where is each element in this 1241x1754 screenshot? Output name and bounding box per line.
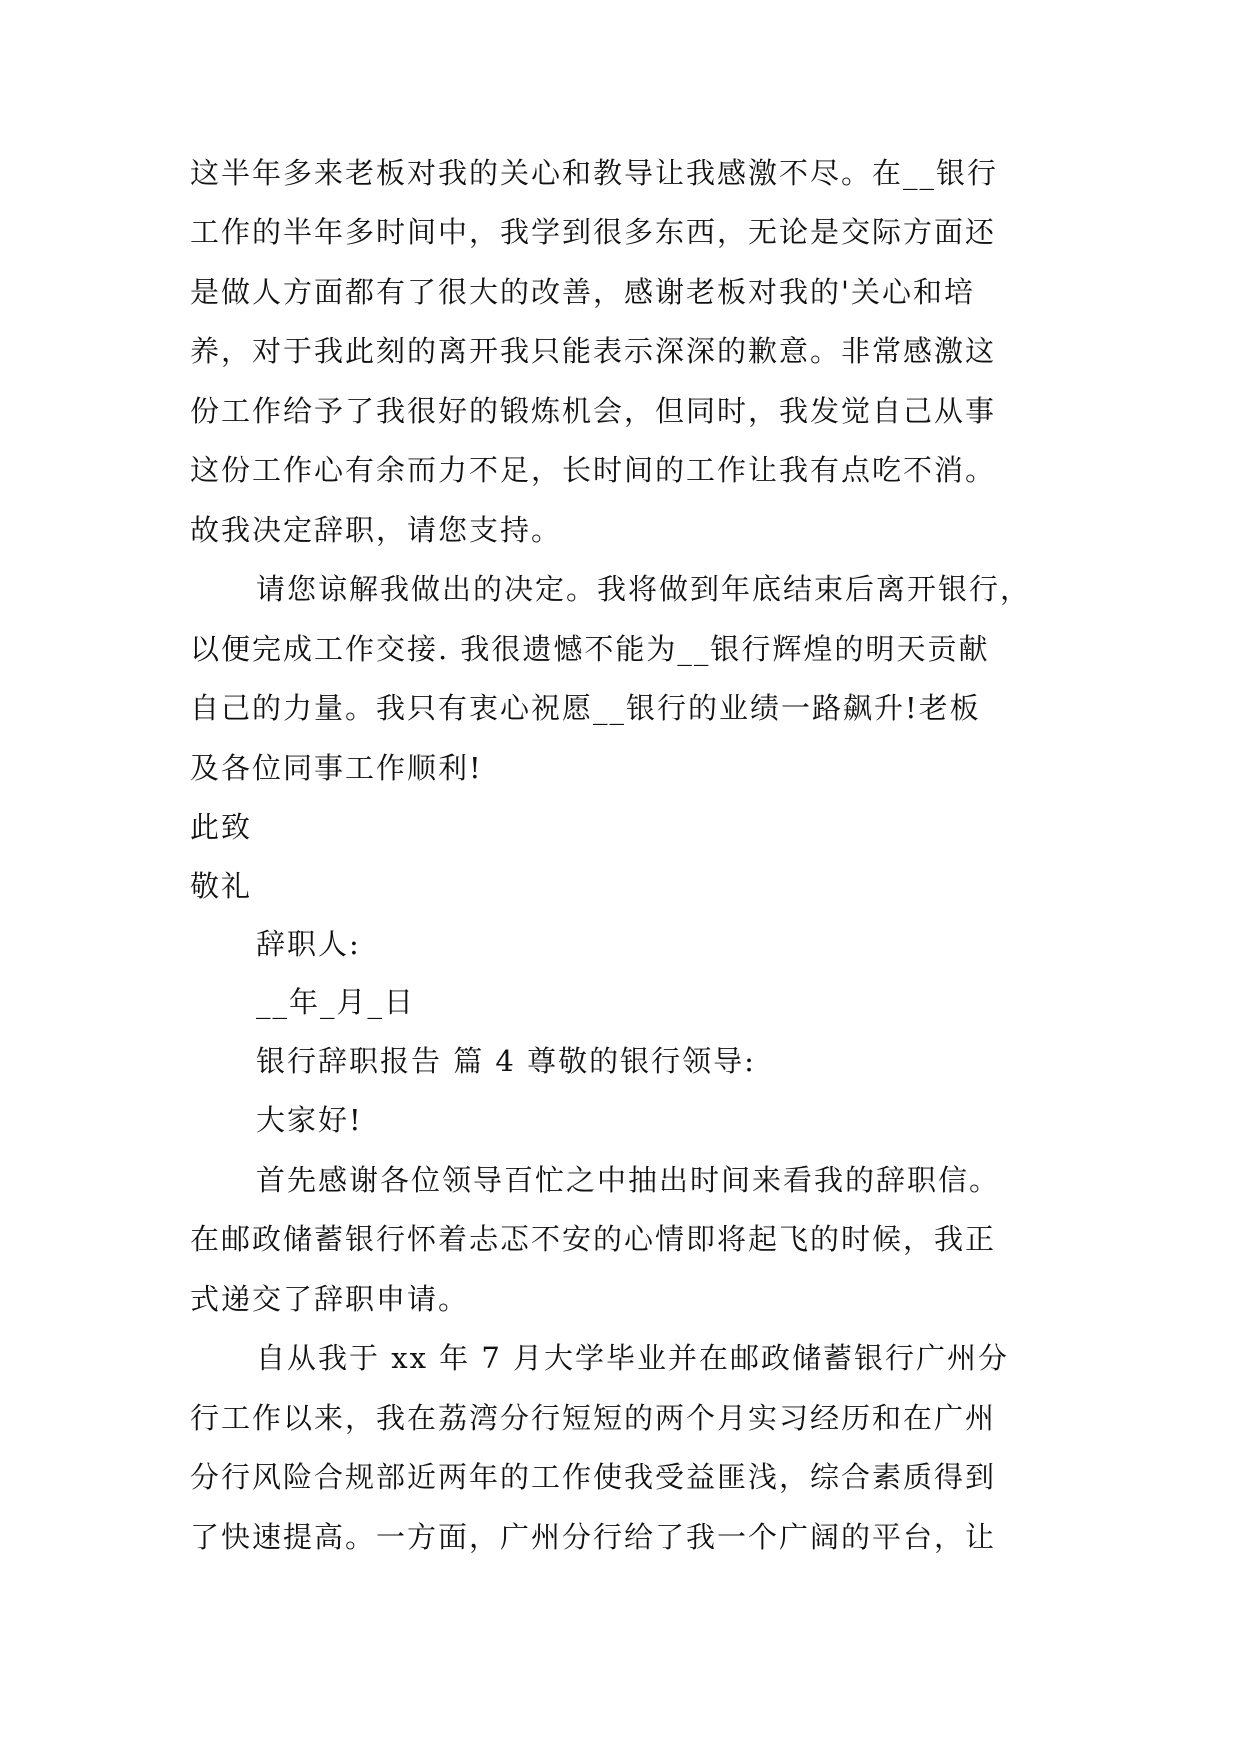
- signature-label: 辞职人:: [256, 927, 361, 961]
- text-line: 在邮政储蓄银行怀着忐忑不安的心情即将起飞的时候，我正: [190, 1222, 997, 1256]
- text-line: 自己的力量。我只有衷心祝愿__银行的业绩一路飙升!老板: [190, 691, 981, 725]
- text-line: 是做人方面都有了很大的改善，感谢老板对我的'关心和培: [190, 275, 975, 309]
- section-heading: 银行辞职报告 篇 4 尊敬的银行领导:: [256, 1044, 756, 1078]
- text-line: 式递交了辞职申请。: [190, 1282, 470, 1316]
- text-line: 养，对于我此刻的离开我只能表示深深的歉意。非常感激这: [190, 334, 997, 368]
- paragraph-first-line: 首先感谢各位领导百忙之中抽出时间来看我的辞职信。: [256, 1163, 1001, 1197]
- text-line: 这半年多来老板对我的关心和教导让我感激不尽。在__银行: [190, 156, 999, 190]
- text-line: 及各位同事工作顺利!: [190, 751, 483, 785]
- date-line: __年_月_日: [256, 985, 416, 1019]
- closing-salutation: 敬礼: [190, 869, 253, 903]
- text-line: 工作的半年多时间中，我学到很多东西，无论是交际方面还: [190, 215, 997, 249]
- text-line: 这份工作心有余而力不足，长时间的工作让我有点吃不消。: [190, 453, 997, 487]
- text-line: 了快速提高。一方面，广州分行给了我一个广阔的平台，让: [190, 1520, 997, 1554]
- text-line: 行工作以来，我在荔湾分行短短的两个月实习经历和在广州: [190, 1401, 997, 1435]
- text-line: 以便完成工作交接. 我很遗憾不能为__银行辉煌的明天贡献: [190, 632, 990, 666]
- greeting: 大家好!: [256, 1103, 363, 1137]
- text-line: 分行风险合规部近两年的工作使我受益匪浅，综合素质得到: [190, 1460, 997, 1494]
- text-line: 份工作给予了我很好的锻炼机会，但同时，我发觉自己从事: [190, 394, 997, 428]
- paragraph-first-line: 自从我于 xx 年 7 月大学毕业并在邮政储蓄银行广州分: [256, 1341, 1010, 1375]
- closing-line: 此致: [190, 810, 253, 844]
- paragraph-first-line: 请您谅解我做出的决定。我将做到年底结束后离开银行，: [256, 572, 1032, 606]
- text-line: 故我决定辞职，请您支持。: [190, 513, 563, 547]
